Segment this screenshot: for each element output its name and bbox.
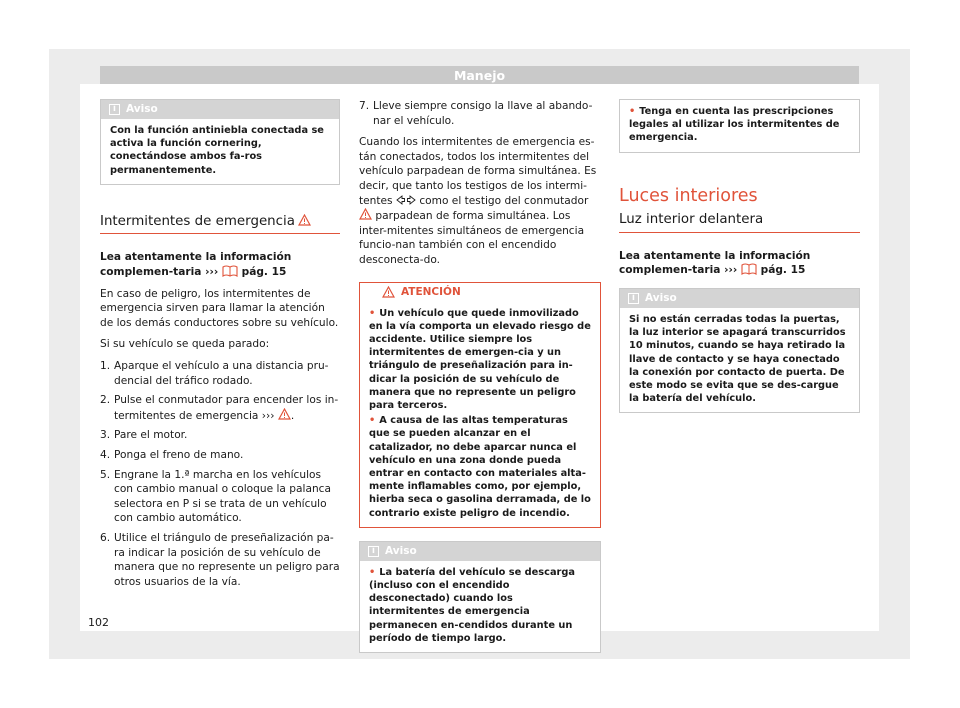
list-item — [369, 414, 591, 520]
paragraph: Si su vehículo se queda parado: — [100, 338, 270, 351]
aviso-header — [620, 289, 859, 308]
page-number: 102 — [88, 616, 109, 629]
aviso-box — [359, 541, 601, 653]
paragraph-part: parpadean de forma simultánea. Los inter-mitentes simultáneos de emergencia funcio-nan también con el encendido desconecta-do. — [359, 210, 585, 266]
list-item — [369, 307, 591, 413]
paragraph-part: como el testigo del conmutador — [419, 194, 589, 207]
step-number: 1. — [100, 359, 111, 372]
info-icon: i — [368, 546, 379, 557]
lead-page-link[interactable]: pág. 15 — [241, 266, 287, 278]
note-body — [620, 100, 859, 152]
lead-chevrons: ››› — [205, 266, 219, 278]
step-text: Engrane la 1.ª marcha en los vehículos con cambio manual o coloque la palanca selectora en P si se trata de un vehículo con cambio automático. — [114, 468, 331, 525]
list-item — [100, 359, 340, 388]
lead-text — [100, 250, 340, 279]
warning-triangle-icon — [298, 214, 311, 226]
aviso-text: Si no están cerradas todas la puertas, la luz interior se apagará transcurridos 10 minutos, cuando se haya retirado la llave de contacto y se haya conectado la conexión por contacto de puerta. De este modo se evita que se des-cargue la batería del vehículo. — [629, 313, 846, 405]
step-number: 5. — [100, 468, 111, 481]
aviso-label: Aviso — [126, 103, 158, 115]
step-number: 6. — [100, 531, 111, 544]
section-title: Intermitentes de emergencia — [100, 213, 295, 229]
lead-prefix: Lea atentamente la información complemen-taria — [619, 249, 811, 277]
section-title: Luces interiores — [619, 185, 758, 206]
step-text: Utilice el triángulo de preseñalización pa-ra indicar la posición de su vehículo de manera que no represente un peligro para otros usuarios de la vía. — [114, 531, 340, 588]
warning-triangle-icon — [278, 408, 291, 420]
section-heading — [100, 214, 340, 235]
step-number: 4. — [100, 448, 111, 461]
subsection-heading — [619, 213, 860, 233]
book-icon — [741, 263, 757, 275]
aviso-label: Aviso — [645, 291, 677, 304]
list-item — [100, 468, 340, 526]
paragraph: En caso de peligro, los intermitentes de emergencia sirven para llamar la atención de los demás conductores sobre su vehículo. — [100, 287, 339, 329]
aviso-box — [619, 288, 860, 413]
step-text: Lleve siempre consigo la llave al abando-nar el vehículo. — [373, 100, 593, 127]
right-column — [619, 99, 860, 413]
book-icon — [222, 265, 238, 277]
info-icon: i — [109, 104, 120, 115]
steps-list — [100, 359, 340, 589]
atencion-box — [359, 282, 601, 528]
lead-text — [619, 249, 860, 278]
aviso-header — [360, 542, 600, 561]
info-icon: i — [628, 293, 639, 304]
bullet-text: A causa de las altas temperaturas que se pueden alcanzar en el catalizador, no debe aparcar nunca el vehículo en una zona donde pueda entrar en contacto con materiales alta-mente inflamables como, por ejemplo, hierba seca o gasolina derramada, de lo contrario existe peligro de incendio. — [369, 415, 591, 519]
bullet-text: Un vehículo que quede inmovilizado en la vía comporta un elevado riesgo de accidente. Utilice siempre los intermitentes de emergen-cia y un triángulo de preseñalización para in-dicar la posición de su vehículo de manera que no represente un peligro para terceros. — [369, 307, 591, 411]
bullet-icon: • — [369, 566, 376, 578]
lead-chevrons: ››› — [724, 264, 738, 277]
step-number: 2. — [100, 394, 111, 407]
paragraph-part: Cuando los intermitentes de emergencia es-tán conectados, todos los intermitentes del vehículo parpadean de forma simultánea. Es decir, que tanto los testigos de los intermi-tentes — [359, 136, 597, 207]
step-number: 7. — [359, 100, 370, 112]
aviso-header — [101, 100, 339, 119]
aviso-text: Con la función antiniebla conectada se activa la función cornering, conectándose ambos fa-ros permanentemente. — [110, 125, 324, 176]
note-text: Tenga en cuenta las prescripciones legales al utilizar los intermitentes de emergencia. — [629, 106, 840, 144]
lead-page-link[interactable]: pág. 15 — [760, 264, 806, 277]
aviso-text: La batería del vehículo se descarga (incluso con el encendido desconectado) cuando los intermitentes de emergencia permanecen en-cendidos durante un período de tiempo largo. — [369, 566, 576, 644]
aviso-body — [360, 561, 600, 652]
middle-column — [359, 99, 601, 653]
step-text-body: Pulse el conmutador para encender los in-termitentes de emergencia ››› — [114, 394, 339, 422]
lead-prefix: Lea atentamente la información complemen-taria — [100, 251, 292, 278]
list-item — [100, 393, 340, 423]
bullet-icon: • — [369, 307, 376, 319]
list-item — [100, 448, 340, 463]
atencion-body — [360, 302, 600, 527]
aviso-box — [100, 99, 340, 185]
subsection-title: Luz interior delantera — [619, 212, 764, 228]
list-item — [100, 531, 340, 589]
list-item — [100, 428, 340, 443]
step-text: Pulse el conmutador para encender los in-termitentes de emergencia ››› . — [114, 394, 339, 422]
step-text: Aparque el vehículo a una distancia pru-dencial del tráfico rodado. — [114, 359, 329, 387]
warning-triangle-icon — [359, 208, 372, 220]
bullet-icon: • — [629, 106, 636, 117]
atencion-header — [360, 283, 600, 302]
warning-triangle-icon — [382, 286, 395, 298]
page-header: Manejo — [100, 66, 859, 85]
step-text: Pare el motor. — [114, 429, 188, 442]
list-item — [359, 99, 601, 128]
step-number: 3. — [100, 429, 111, 442]
step-text: Ponga el freno de mano. — [114, 448, 244, 461]
turn-signal-arrows-icon — [396, 195, 416, 205]
left-column — [100, 99, 340, 594]
aviso-label: Aviso — [385, 544, 417, 557]
paragraph — [359, 135, 601, 267]
atencion-label: ATENCIÓN — [401, 285, 461, 298]
bullet-icon: • — [369, 415, 376, 427]
note-box — [619, 99, 860, 153]
